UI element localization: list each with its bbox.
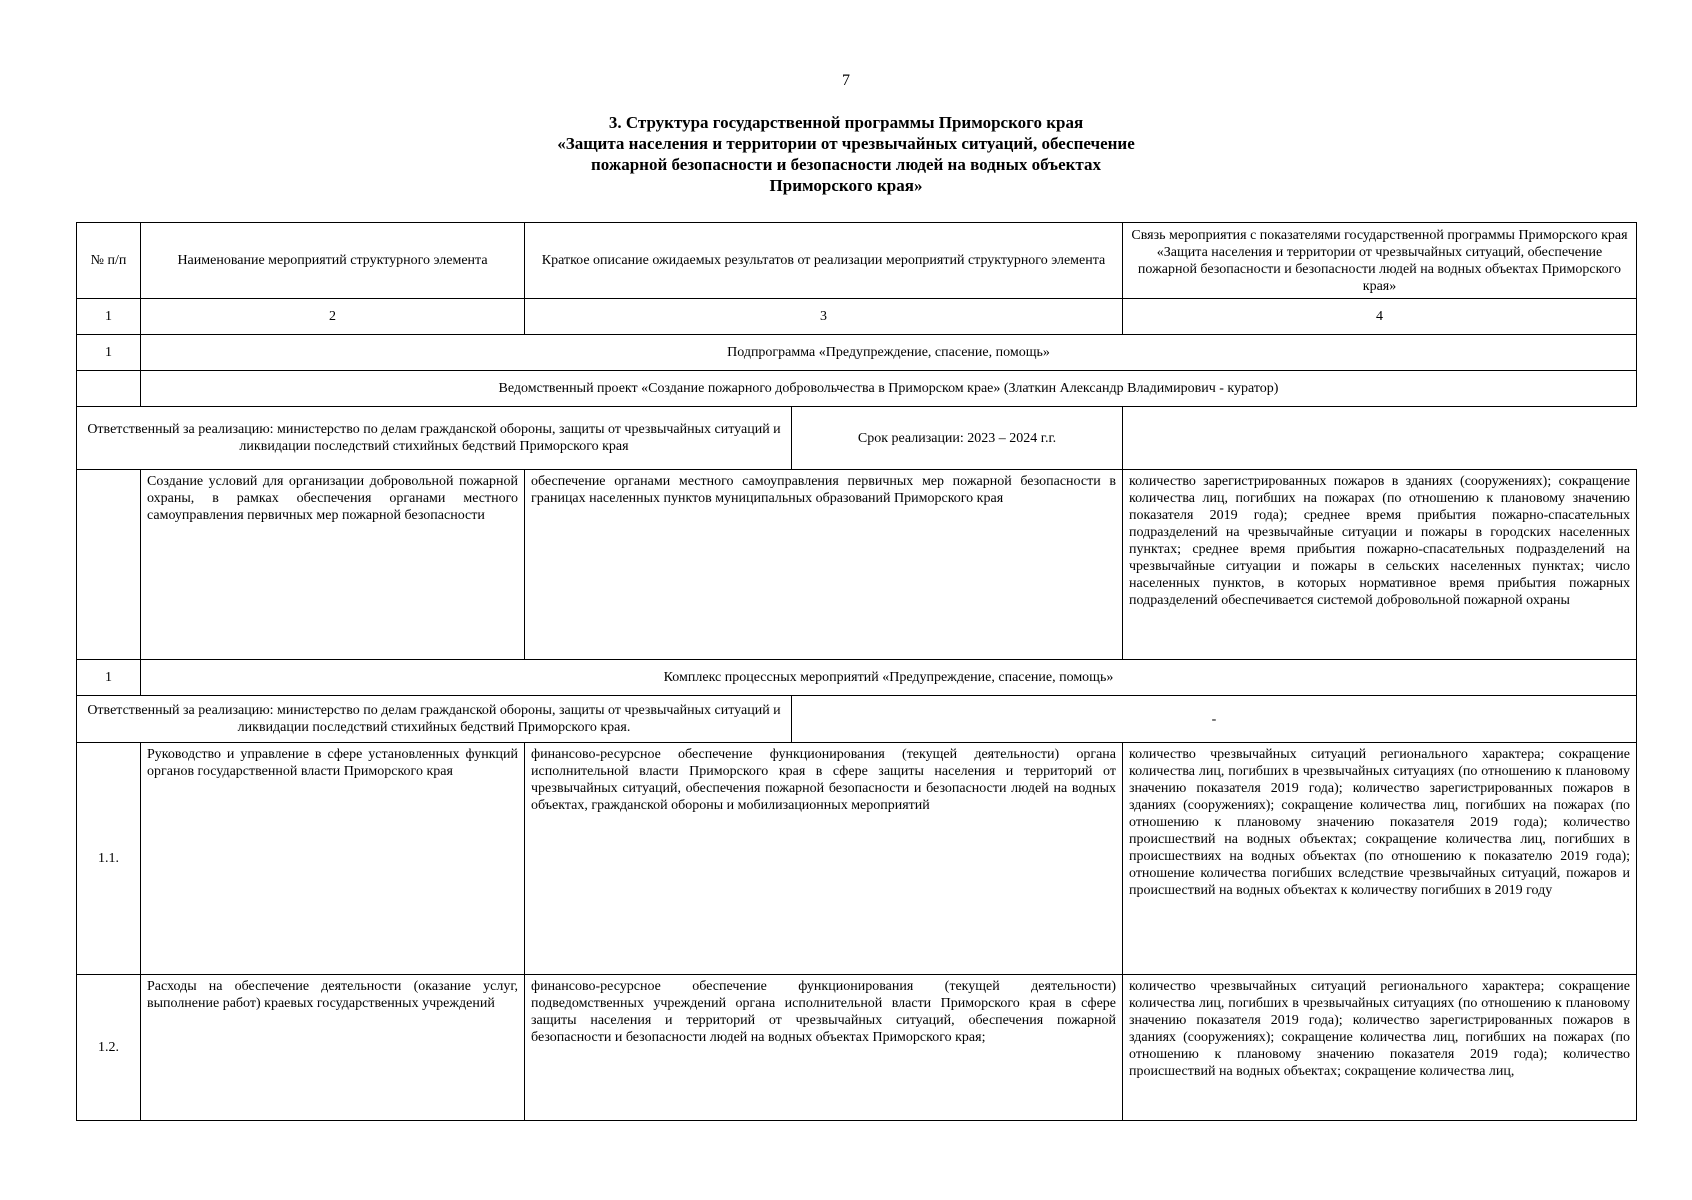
subprogram-row [77,335,1637,371]
complex-title: Комплекс процессных мероприятий «Предупреждение, спасение, помощь» [141,660,1637,696]
responsible-text-2: Ответственный за реализацию: министерство по делам гражданской обороны, защиты от чрезвычайных ситуаций и ликвидации последствий стихийных бедствий Приморского края. [87,703,781,735]
column-numbers-row [77,299,1637,335]
title-line-2: «Защита населения и территории от чрезвычайных ситуаций, обеспечение [557,134,1135,153]
empty-cell [77,371,141,407]
subprogram-title: Подпрограмма «Предупреждение, спасение, помощь» [141,335,1637,371]
header-row [77,223,1637,299]
structure-table [76,222,1637,1121]
title-line-3: пожарной безопасности и безопасности людей на водных объектах [591,155,1101,174]
dept-project-title: Ведомственный проект «Создание пожарного добровольчества в Приморском крае» (Златкин Александр Владимирович - куратор) [141,371,1637,407]
term-text-1: Срок реализации: 2023 – 2024 г.г. [791,407,1122,469]
row-link: количество зарегистрированных пожаров в зданиях (сооружениях); сокращение количества лиц, погибших на пожарах (по отношению к плановому значению показателя 2019 года); среднее время прибытия пожарно-спасательных подразделений на чрезвычайные ситуации и пожары в городских населенных пунктах; среднее время прибытия пожарно-спасательных подразделений на чрезвычайные ситуации и пожары в сельских населенных пунктах; число населенных пунктов, в которых нормативное время прибытия пожарных подразделений обеспечивается системой добровольной пожарной охраны [1123,470,1637,660]
subprogram-num: 1 [77,335,141,371]
page-number: 7 [842,72,850,89]
table-row [77,470,1637,660]
responsible-text-1: Ответственный за реализацию: министерство по делам гражданской обороны, защиты от чрезвычайных ситуаций и ликвидации последствий стихийных бедствий Приморского края [87,422,781,454]
row-num [77,470,141,660]
row-result: финансово-ресурсное обеспечение функционирования (текущей деятельности) органа исполнительной власти Приморского края в сфере защиты населения и территорий от чрезвычайных ситуаций, обеспечения пожарной безопасности и безопасности людей на водных объектах, гражданской обороны и мобилизационных мероприятий [525,743,1123,975]
complex-num: 1 [77,660,141,696]
term-text-2: - [791,696,1636,742]
table-row [77,743,1637,975]
responsible-cell-2 [77,696,1637,743]
col-number: 2 [141,299,525,335]
table-row [77,975,1637,1121]
dept-project-row [77,371,1637,407]
col-number: 3 [525,299,1123,335]
row-num: 1.1. [77,743,141,975]
complex-row [77,660,1637,696]
col-number: 1 [77,299,141,335]
header-link: Связь мероприятия с показателями государственной программы Приморского края «Защита населения и территории от чрезвычайных ситуаций, обеспечение пожарной безопасности и безопасности людей на водных объектах Приморского края» [1123,223,1637,299]
responsible-row-2 [77,696,1637,743]
document-title [0,112,1692,196]
row-num: 1.2. [77,975,141,1121]
responsible-row-1 [77,407,1637,470]
title-line-4: Приморского края» [769,176,923,195]
responsible-cell-1 [77,407,1123,470]
col-number: 4 [1123,299,1637,335]
header-result: Краткое описание ожидаемых результатов от реализации мероприятий структурного элемента [525,223,1123,299]
row-link: количество чрезвычайных ситуаций регионального характера; сокращение количества лиц, погибших в чрезвычайных ситуациях (по отношению к плановому значению показателя 2019 года); количество зарегистрированных пожаров в зданиях (сооружениях); сокращение количества лиц, погибших на пожарах (по отношению к плановому значению показателя 2019 года); количество происшествий на водных объектах; сокращение количества лиц, погибших в происшествиях на водных объектах (по отношению к показателю 2019 года); отношение количества погибших вследствие чрезвычайных ситуаций, пожаров и происшествий на водных объектах к количеству погибших в 2019 году [1123,743,1637,975]
row-name: Создание условий для организации добровольной пожарной охраны, в рамках обеспечения органами местного самоуправления первичных мер пожарной безопасности [141,470,525,660]
header-num: № п/п [77,223,141,299]
row-name: Расходы на обеспечение деятельности (оказание услуг, выполнение работ) краевых государственных учреждений [141,975,525,1121]
row-link: количество чрезвычайных ситуаций регионального характера; сокращение количества лиц, погибших в чрезвычайных ситуациях (по отношению к плановому значению показателя 2019 года); количество зарегистрированных пожаров в зданиях (сооружениях); сокращение количества лиц, погибших на пожарах (по отношению к плановому значению показателя 2019 года); количество происшествий на водных объектах; сокращение количества лиц, [1123,975,1637,1121]
title-line-1: 3. Структура государственной программы Приморского края [608,113,1084,132]
row-result: финансово-ресурсное обеспечение функционирования (текущей деятельности) подведомственных учреждений органа исполнительной власти Приморского края в сфере защиты населения и территорий от чрезвычайных ситуаций, обеспечения пожарной безопасности и безопасности людей на водных объектах Приморского края; [525,975,1123,1121]
row-result: обеспечение органами местного самоуправления первичных мер пожарной безопасности в границах населенных пунктов муниципальных образований Приморского края [525,470,1123,660]
header-name: Наименование мероприятий структурного элемента [141,223,525,299]
row-name: Руководство и управление в сфере установленных функций органов государственной власти Приморского края [141,743,525,975]
